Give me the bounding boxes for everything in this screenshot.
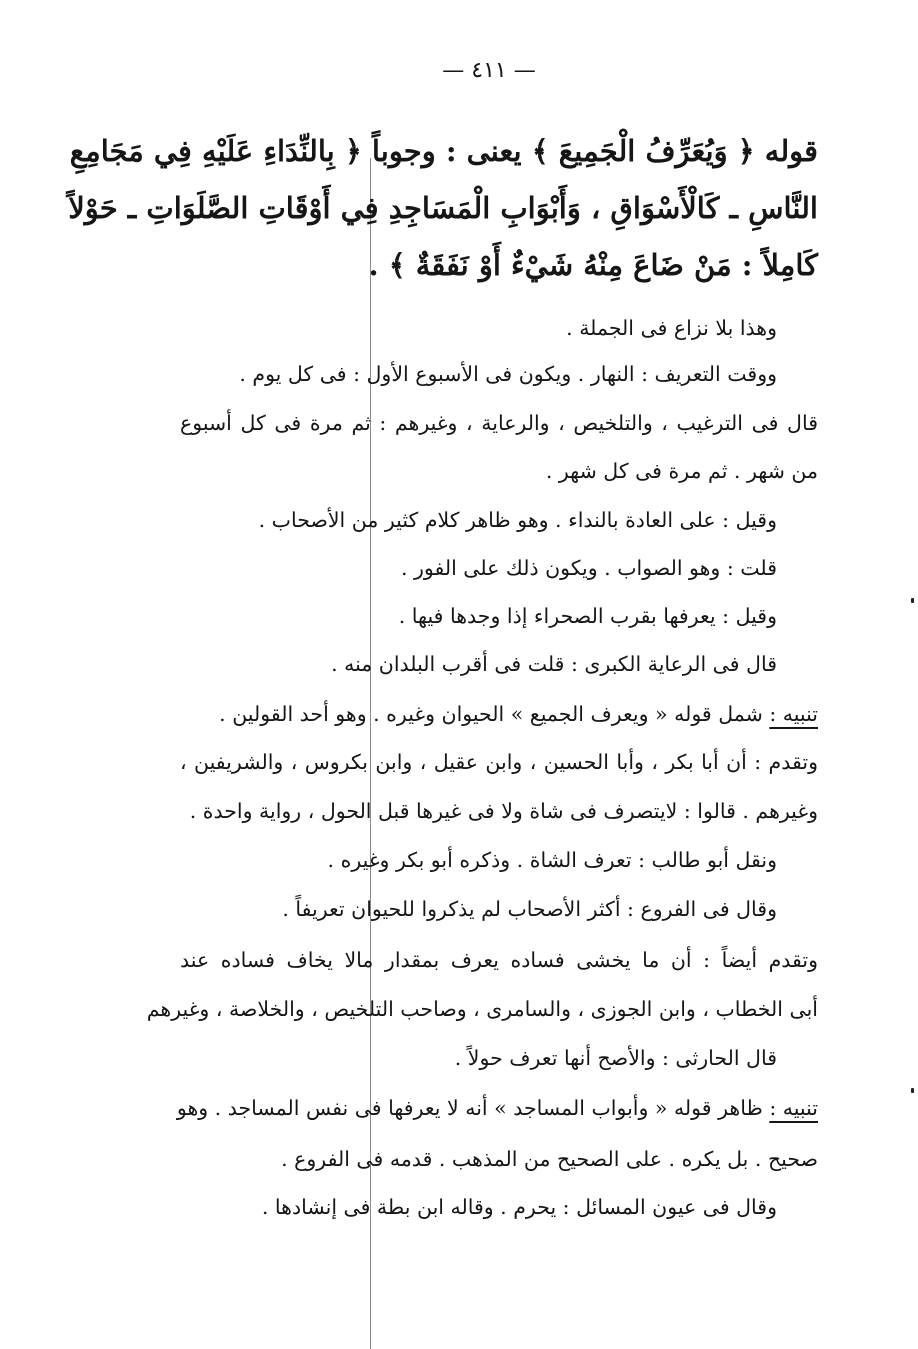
main-text-line-2: النَّاسِ ـ كَالْأَسْوَاقِ ، وَأَبْوَابِ الْمَسَاجِدِ فِي أَوْقَاتِ الصَّلَوَاتِ ـ حَوْلاً: [68, 191, 818, 225]
commentary-line: وتقدم أيضاً : أن ما يخشى فساده يعرف بمقدار مالا يخاف فساده عند: [180, 948, 818, 972]
commentary-line: وهذا بلا نزاع فى الجملة .: [566, 316, 777, 340]
commentary-line: من شهر . ثم مرة فى كل شهر .: [545, 459, 818, 483]
commentary-line: صحيح . بل يكره . على الصحيح من المذهب . قدمه فى الفروع .: [281, 1147, 818, 1171]
commentary-line: وقيل : على العادة بالنداء . وهو ظاهر كلام كثير من الأصحاب .: [258, 508, 777, 532]
commentary-line: قال فى الرعاية الكبرى : قلت فى أقرب البلدان منه .: [331, 652, 777, 676]
commentary-text: شمل قوله « ويعرف الجميع » الحيوان وغيره . وهو أحد القولين .: [219, 702, 763, 726]
commentary-line: وغيرهم . قالوا : لايتصرف فى شاة ولا فى غيرها قبل الحول ، رواية واحدة .: [189, 799, 818, 823]
commentary-line: قال الحارثى : والأصح أنها تعرف حولاً .: [454, 1046, 777, 1070]
main-text-line-3: كَامِلاً : مَنْ ضَاعَ مِنْهُ شَيْءٌ أَوْ نَفَقَةٌ ﴾ .: [368, 248, 818, 282]
commentary-line-tanbih: [176, 1086, 818, 1132]
edge-mark: [911, 1088, 914, 1093]
main-text-line-1: قوله ﴿ وَيُعَرِّفُ الْجَمِيعَ ﴾ يعنى : وجوباً ﴿ بِالنِّدَاءِ عَلَيْهِ فِي مَجَامِعِ: [69, 134, 818, 168]
commentary-line: أبى الخطاب ، وابن الجوزى ، والسامرى ، وصاحب التلخيص ، والخلاصة ، وغيرهم: [146, 997, 818, 1021]
commentary-line: ووقت التعريف : النهار . ويكون فى الأسبوع الأول : فى كل يوم .: [239, 362, 777, 386]
commentary-line: ونقل أبو طالب : تعرف الشاة . وذكره أبو بكر وغيره .: [327, 848, 777, 872]
edge-mark: [911, 598, 914, 603]
commentary-line: وقال فى عيون المسائل : يحرم . وقاله ابن بطة فى إنشادها .: [261, 1195, 777, 1219]
commentary-line: وقال فى الفروع : أكثر الأصحاب لم يذكروا للحيوان تعريفاً .: [282, 897, 777, 921]
commentary-text: ظاهر قوله « وأبواب المساجد » أنه لا يعرفها فى نفس المساجد . وهو: [176, 1096, 763, 1120]
commentary-line: قال فى الترغيب ، والتلخيص ، والرعاية ، وغيرهم : ثم مرة فى كل أسبوع: [180, 411, 818, 435]
page-number: — ٤١١ —: [442, 58, 536, 83]
commentary-line: قلت : وهو الصواب . ويكون ذلك على الفور .: [400, 556, 777, 580]
commentary-line: وقيل : يعرفها بقرب الصحراء إذا وجدها فيها .: [398, 604, 777, 628]
commentary-line-tanbih: [180, 692, 818, 738]
tanbih-label: تنبيه :: [769, 1096, 818, 1120]
commentary-line: وتقدم : أن أبا بكر ، وأبا الحسين ، وابن عقيل ، وابن بكروس ، والشريفين ،: [180, 750, 818, 774]
tanbih-label: تنبيه :: [769, 702, 818, 726]
